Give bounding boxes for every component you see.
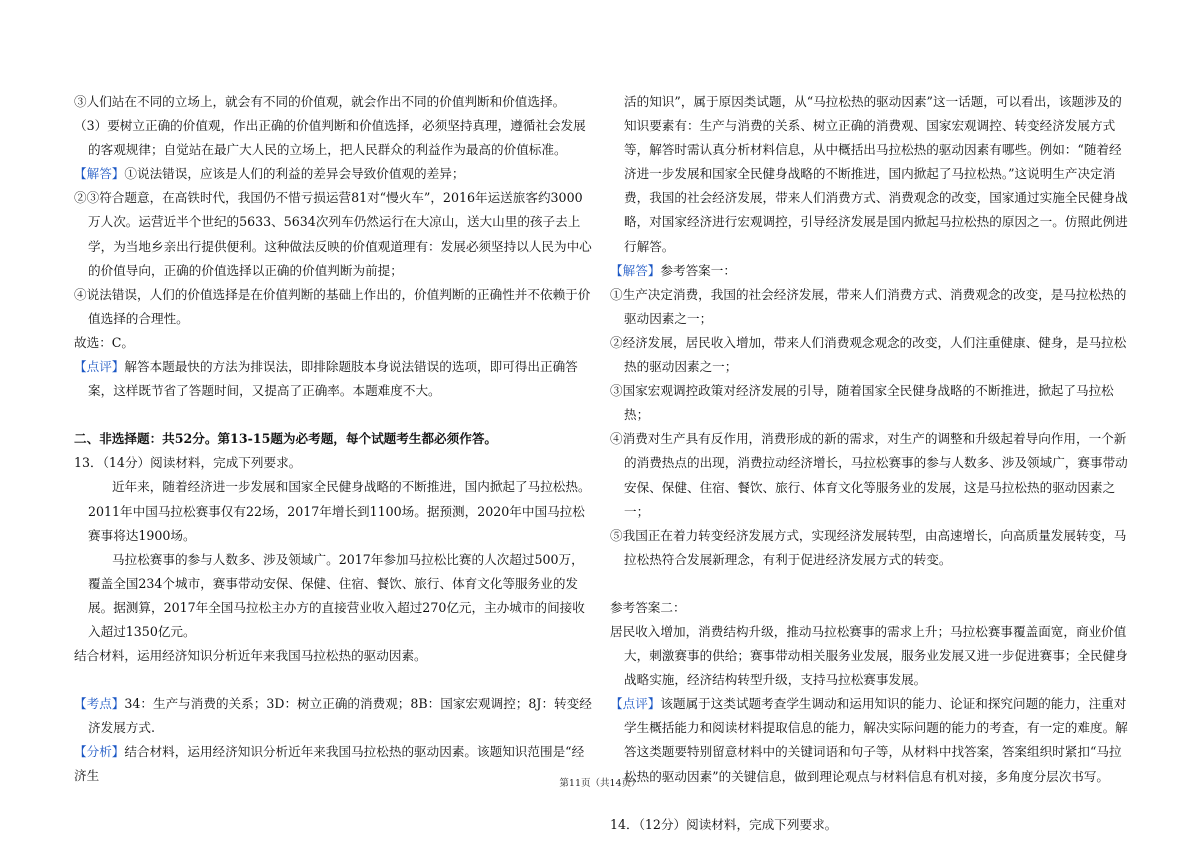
jieda-text: ①说法错误，应该是人们的利益的差异会导致价值观的差异； — [124, 166, 465, 182]
choice-answer: 故选：C。 — [74, 334, 135, 350]
left-column — [74, 90, 594, 789]
kaodian-text: 34：生产与消费的关系；3D：树立正确的消费观；8B：国家宏观调控；8J：转变经济发展方式. — [88, 696, 592, 736]
answer-point-2: ②经济发展，居民收入增加，带来人们消费观念观念的改变，人们注重健康、健身，是马拉松热的驱动因素之一； — [610, 334, 1127, 375]
material-paragraph-1: 近年来，随着经济进一步发展和国家全民健身战略的不断推进，国内掀起了马拉松热。2011年中国马拉松赛事仅有22场，2017年增长到1100场。据预测，2020年中国马拉松赛事将达1900场。 — [88, 479, 591, 543]
question-13-ask: 结合材料，运用经济知识分析近年来我国马拉松热的驱动因素。 — [74, 648, 427, 664]
spacer — [74, 403, 594, 427]
dianping-tag: 【点评】 — [610, 696, 661, 712]
reference-answer-2-label: 参考答案二： — [610, 599, 686, 615]
section-heading: 二、非选择题：共52分。第13-15题为必考题，每个试题考生都必须作答。 — [74, 431, 498, 447]
right-column — [610, 90, 1130, 837]
jieda-tag: 【解答】 — [74, 166, 125, 182]
point-3-summary: （3）要树立正确的价值观，作出正确的价值判断和价值选择，必须坚持真理，遵循社会发展的客观规律；自觉站在最广大人民的立场上，把人民群众的利益作为最高的价值标准。 — [74, 118, 586, 158]
question-13: 13．（14分）阅读材料，完成下列要求。 — [74, 455, 302, 471]
dianping-tag: 【点评】 — [74, 359, 125, 375]
page-number: 第11页（共14页） — [559, 778, 641, 789]
question-14: 14．（12分）阅读材料，完成下列要求。 — [610, 816, 838, 832]
answer-point-5: ⑤我国正在着力转变经济发展方式，实现经济发展转型，由高速增长，向高质量发展转变，马拉松热符合发展新理念，有利于促进经济发展方式的转变。 — [610, 527, 1127, 567]
jieda-paragraph — [610, 259, 1130, 283]
answer-point-3: ③国家宏观调控政策对经济发展的引导，随着国家全民健身战略的不断推进，掀起了马拉松热； — [610, 383, 1114, 423]
fenxi-text: 结合材料，运用经济知识分析近年来我国马拉松热的驱动因素。该题知识范围是“经济生 — [74, 744, 585, 784]
answer-point-1: ①生产决定消费，我国的社会经济发展，带来人们消费方式、消费观念的改变，是马拉松热的驱动因素之一； — [610, 286, 1127, 326]
jieda-tag: 【解答】 — [610, 262, 661, 278]
dianping-paragraph — [74, 355, 594, 403]
spacer — [74, 668, 594, 692]
dianping-text: 解答本题最快的方法为排误法，即排除题肢本身说法错误的选项，即可得出正确答案，这样既节省了答题时间，又提高了正确率。本题难度不大。 — [88, 359, 578, 399]
spacer — [610, 572, 1130, 596]
jieda-paragraph — [74, 162, 594, 186]
jieda-text: 参考答案一： — [660, 262, 736, 278]
dianping-text: 该题属于这类试题考查学生调动和运用知识的能力、论证和探究问题的能力，注重对学生概括能力和阅读材料提取信息的能力，解决实际问题的能力的考查，有一定的难度。解答这类题要特别留意材料中的关键词语和句子等，从材料中找答案，答案组织时紧扣“马拉松热的驱动因素”的关键信息，做到理论观点与材料信息有机对接，多角度分层次书写。 — [624, 696, 1128, 784]
reference-answer-2-text: 居民收入增加，消费结构升级，推动马拉松赛事的需求上升；马拉松赛事覆盖面宽，商业价值大，刺激赛事的供给；赛事带动相关服务业发展，服务业发展又进一步促进赛事；全民健身战略实施，经济结构转型升级，支持马拉松赛事发展。 — [610, 623, 1128, 688]
point-3: ③人们站在不同的立场上，就会有不同的价值观，就会作出不同的价值判断和价值选择。 — [74, 94, 566, 109]
spacer — [610, 789, 1130, 813]
answer-point-4: ④消费对生产具有反作用，消费形成的新的需求，对生产的调整和升级起着导向作用，一个新的消费热点的出现，消费拉动经济增长，马拉松赛事的参与人数多、涉及领域广，赛事带动安保、保健、住宿、餐饮、旅行、体育文化等服务业的发展，这是马拉松热的驱动因素之一； — [610, 431, 1128, 519]
option-23-explanation: ②③符合题意，在高铁时代，我国仍不惜亏损运营81对“慢火车”，2016年运送旅客约3000万人次。运营近半个世纪的5633、5634次列车仍然运行在大凉山，送大山里的孩子去上学，为当地乡亲出行提供便利。这种做法反映的价值观道理有：发展必须坚持以人民为中心的价值导向，正确的价值选择以正确的价值判断为前提； — [74, 190, 592, 278]
kaodian-tag: 【考点】 — [74, 696, 125, 712]
option-4-explanation: ④说法错误，人们的价值选择是在价值判断的基础上作出的，价值判断的正确性并不依赖于价值选择的合理性。 — [74, 286, 591, 326]
material-paragraph-2: 马拉松赛事的参与人数多、涉及领域广。2017年参加马拉松比赛的人次超过500万，覆盖全国234个城市，赛事带动安保、保健、住宿、餐饮、旅行、体育文化等服务业的发展。据测算，2017年全国马拉松主办方的直接营业收入超过270亿元，主办城市的间接收入超过1350亿元。 — [88, 551, 585, 639]
fenxi-continued: 活的知识”，属于原因类试题，从“马拉松热的驱动因素”这一话题，可以看出，该题涉及的知识要素有：生产与消费的关系、树立正确的消费观、国家宏观调控、转变经济发展方式等，解答时需认真分析材料信息，从中概括出马拉松热的驱动因素有哪些。例如：“随着经济进一步发展和国家全民健身战略的不断推进，国内掀起了马拉松热。”这说明生产决定消费，我国的社会经济发展，带来人们消费方式、消费观念的改变，国家通过实施全民健身战略，对国家经济进行宏观调控，引导经济发展是国内掀起马拉松热的原因之一。仿照此例进行解答。 — [624, 94, 1128, 254]
fenxi-tag: 【分析】 — [74, 744, 125, 760]
kaodian-paragraph — [74, 692, 594, 740]
